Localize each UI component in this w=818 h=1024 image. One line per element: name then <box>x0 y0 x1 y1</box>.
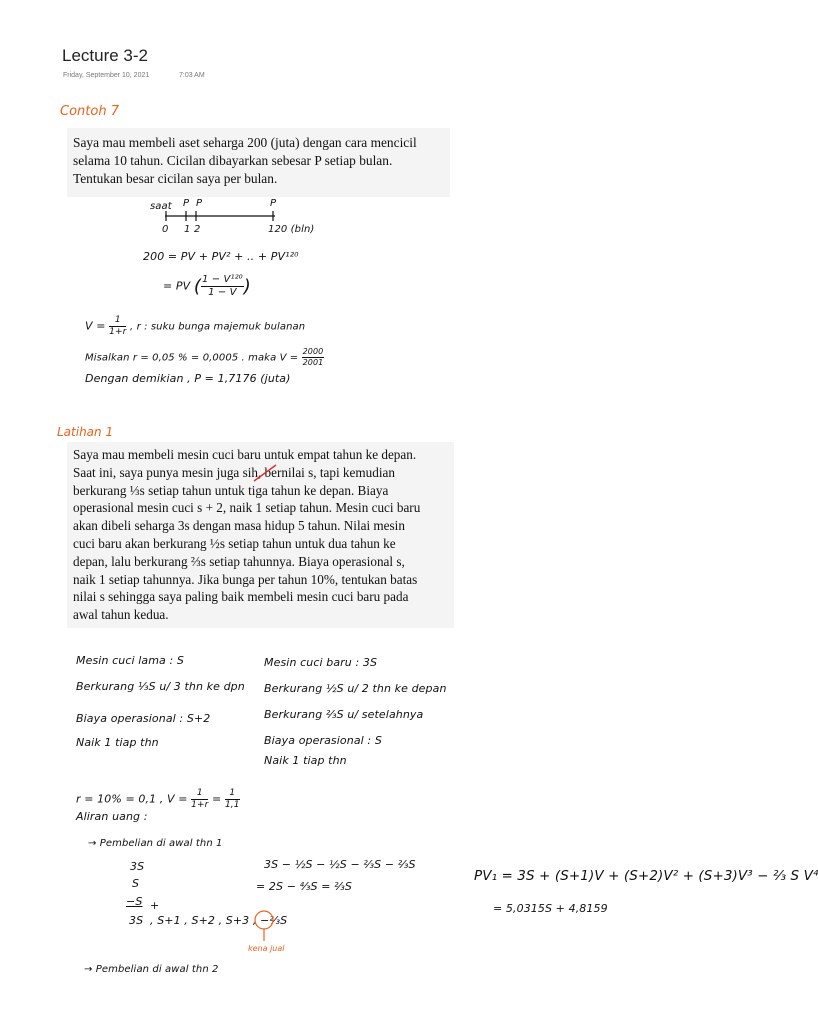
timeline-tick-2: 2 <box>194 224 201 235</box>
rate-frac1-den: 1+r <box>191 800 209 810</box>
problem-line: depan, lalu berkurang ⅔s setiap tahunnya. Biaya operasional s, <box>73 553 405 569</box>
problem-line: selama 10 tahun. Cicilan dibayarkan sebesar P setiap bulan. <box>73 153 393 168</box>
timeline-label-saat: saat <box>150 201 172 212</box>
timeline-label-p: P <box>196 198 203 209</box>
calc-line-2: = 2S − ⁴⁄₃S = ⅔S <box>256 880 352 893</box>
timeline-label-p: P <box>183 198 190 209</box>
rate-frac1-num: 1 <box>191 788 208 800</box>
problem-line: akan dibeli seharga 3s dengan masa hidup 5 tahun. Nilai mesin <box>73 518 405 534</box>
stack-s: S <box>132 877 140 890</box>
problem-line: naik 1 setiap tahunnya. Jika bunga per tahun 10%, tentukan batas <box>73 571 418 587</box>
contoh-heading: Contoh 7 <box>60 104 119 119</box>
problem-line: Saat ini, saya punya mesin juga sih, bernilai s, tapi kemudian <box>73 464 395 480</box>
equation-closed-form: = PV ( $\frac{\text{1 − V¹²⁰}}{1 - V}$ ) <box>163 274 251 298</box>
v-def-num: 1 <box>109 315 126 327</box>
misalkan-text: Misalkan r = 0,05 % = 0,0005 . maka V = <box>85 352 299 364</box>
problem-line: berkurang ⅓s setiap tahun untuk tiga tahun ke depan. Biaya <box>73 482 389 498</box>
note-right-3: Berkurang ⅔S u/ setelahnya <box>264 708 424 721</box>
stack-minus-s: −S <box>126 895 143 908</box>
rate-line <box>76 788 240 811</box>
eq-denominator: 1 − V <box>208 287 237 298</box>
page-time: 7:03 AM <box>179 72 205 79</box>
note-left-3: Biaya operasional : S+2 <box>76 712 211 725</box>
pembelian-awal-thn-1: → Pembelian di awal thn 1 <box>88 838 223 849</box>
stack-plus: + <box>150 899 160 912</box>
note-left-4: Naik 1 tiap thn <box>76 736 159 749</box>
pembelian-awal-thn-2: → Pembelian di awal thn 2 <box>84 964 219 975</box>
misalkan-line <box>85 347 324 368</box>
v-definition <box>85 315 305 338</box>
problem-line: Saya mau membeli aset seharga 200 (juta) dengan cara mencicil <box>73 135 417 150</box>
misalkan-num: 2000 <box>302 347 324 356</box>
equation-prefix: = PV <box>163 279 191 293</box>
note-left-2: Berkurang ⅓S u/ 3 thn ke dpn <box>76 680 245 693</box>
kena-jual-label: kena jual <box>248 944 285 953</box>
stack-3s: 3S <box>130 860 145 873</box>
eq-numerator: 1 − V¹²⁰ <box>202 274 243 285</box>
timeline-tick-0: 0 <box>162 224 169 235</box>
contoh-problem-box <box>67 128 450 197</box>
timeline-label-p: P <box>270 198 277 209</box>
calc-line-1: 3S − ½S − ½S − ⅔S − ⅔S <box>264 858 416 871</box>
dengan-demikian: Dengan demikian , P = 1,7176 (juta) <box>85 372 291 385</box>
rate-frac2-num: 1 <box>225 788 240 800</box>
timeline-tick-1: 1 <box>184 224 191 235</box>
problem-line: nilai s sehingga saya paling baik membeli mesin cuci baru pada <box>73 589 409 605</box>
timeline-tick-120: 120 (bln) <box>268 224 315 235</box>
rate-text: r = 10% = 0,1 , V = <box>76 792 188 806</box>
stack-result: 3S <box>129 914 144 927</box>
rate-frac2-den: 1,1 <box>224 800 240 810</box>
circled-annotation <box>252 908 276 944</box>
problem-line: Saya mau membeli mesin cuci baru untuk empat tahun ke depan. <box>73 447 417 462</box>
page-title: Lecture 3-2 <box>62 46 148 65</box>
v-def-prefix: V = <box>85 319 106 333</box>
problem-line: awal tahun kedua. <box>73 607 169 623</box>
problem-line: cuci baru akan berkurang ½s setiap tahun untuk dua tahun ke <box>73 535 396 551</box>
timeline-axis <box>160 208 280 224</box>
v-def-den: 1+r <box>109 327 127 337</box>
cashflow-series: , S+1 , S+2 , S+3 , −⅔S <box>150 914 288 927</box>
note-left-1: Mesin cuci lama : S <box>76 654 184 667</box>
note-right-5: Naik 1 tiap thn <box>264 754 347 767</box>
page-date: Friday, September 10, 2021 <box>63 72 150 79</box>
latihan-heading: Latihan 1 <box>57 425 114 439</box>
problem-line: Tentukan besar cicilan saya per bulan. <box>73 171 278 186</box>
v-def-suffix: , r : suku bunga majemuk bulanan <box>130 321 306 333</box>
rate-equals: = <box>212 792 222 806</box>
pv1-result: = 5,0315S + 4,8159 <box>493 902 608 915</box>
note-right-1: Mesin cuci baru : 3S <box>264 656 378 669</box>
problem-line: operasional mesin cuci s + 2, naik 1 setiap tahun. Mesin cuci baru <box>73 500 421 516</box>
equation-sum: 200 = PV + PV² + .. + PV¹²⁰ <box>143 250 299 263</box>
note-right-2: Berkurang ½S u/ 2 thn ke depan <box>264 682 447 695</box>
misalkan-den: 2001 <box>302 358 324 367</box>
aliran-uang: Aliran uang : <box>76 810 148 823</box>
pen-strike-mark <box>250 462 280 484</box>
pv1-equation: PV₁ = 3S + (S+1)V + (S+2)V² + (S+3)V³ − ⅔ S V⁴ <box>474 868 818 884</box>
note-right-4: Biaya operasional : S <box>264 734 382 747</box>
